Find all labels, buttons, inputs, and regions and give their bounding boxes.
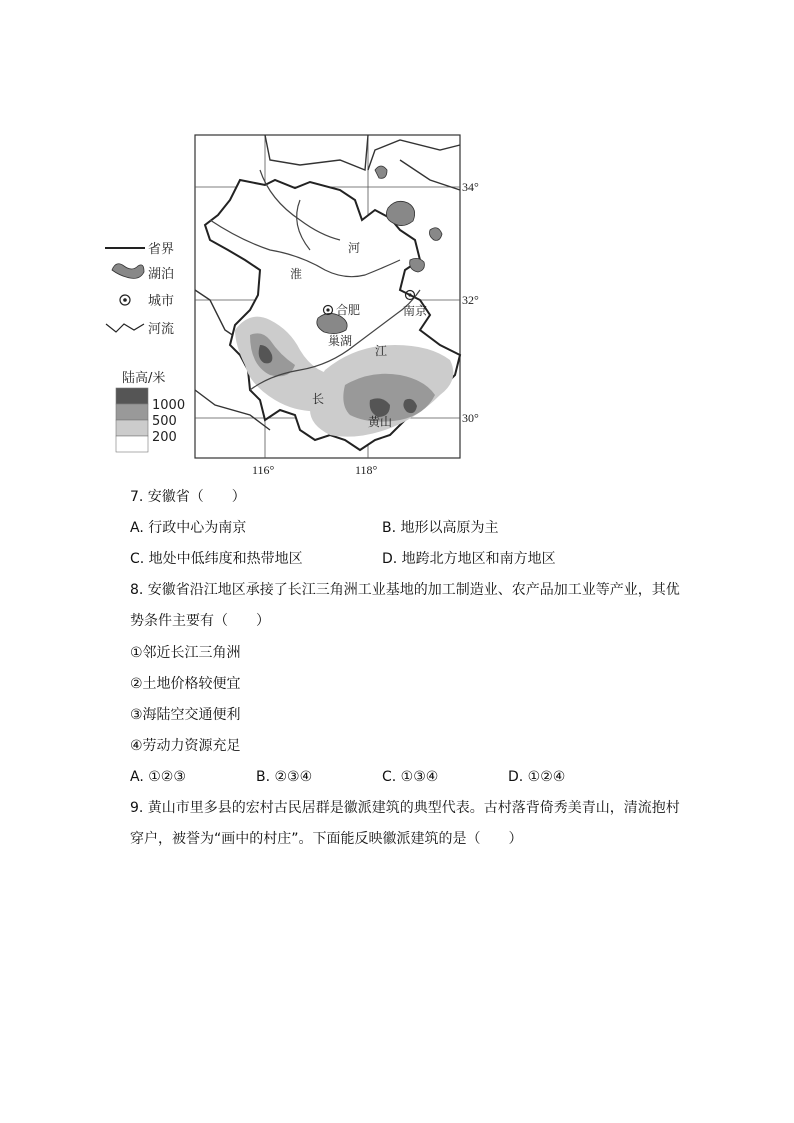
q8-item-3: ③海陆空交通便利: [130, 707, 241, 723]
q8-option-a[interactable]: A. ①②③: [130, 769, 186, 785]
legend-river-label: 河流: [148, 322, 175, 337]
q9-stem-line2: 穿户，被誉为“画中的村庄”。下面能反映徽派建筑的是（ ）: [130, 831, 523, 847]
lat-label-30: 30°: [462, 411, 479, 425]
label-hefei: 合肥: [336, 303, 361, 317]
q7-option-a[interactable]: A. 行政中心为南京: [130, 520, 247, 536]
legend-level-500: 500: [152, 414, 177, 429]
legend-lake-label: 湖泊: [148, 267, 175, 282]
label-chang: 长: [312, 392, 325, 406]
legend-level-200: 200: [152, 430, 177, 445]
lat-label-32: 32°: [462, 293, 479, 307]
lake-legend-icon: [112, 264, 144, 279]
q8-stem-line2: 势条件主要有（ ）: [130, 613, 270, 629]
label-jiang: 江: [375, 344, 388, 358]
elevation-500-swatch: [116, 404, 148, 420]
q8-item-4: ④劳动力资源充足: [130, 738, 241, 754]
legend-boundary-label: 省界: [148, 242, 175, 257]
q7-stem: 7. 安徽省（ ）: [130, 489, 246, 505]
q7-option-c[interactable]: C. 地处中低纬度和热带地区: [130, 551, 303, 567]
label-chaohu: 巢湖: [328, 334, 353, 348]
label-nanjing: 南京: [403, 304, 428, 318]
q9-stem-line1: 9. 黄山市里多县的宏村古民居群是徽派建筑的典型代表。古村落背倚秀美青山，清流抱村: [130, 800, 680, 816]
legend-elevation-title: 陆高/米: [122, 371, 166, 386]
anhui-map-figure: [100, 130, 490, 480]
lat-label-34: 34°: [462, 180, 479, 194]
q8-option-b[interactable]: B. ②③④: [256, 769, 313, 785]
legend-level-1000: 1000: [152, 398, 186, 413]
hongze-lake: [386, 201, 414, 225]
lon-label-118: 118°: [355, 463, 378, 477]
lon-label-116: 116°: [252, 463, 275, 477]
q8-stem-line1: 8. 安徽省沿江地区承接了长江三角洲工业基地的加工制造业、农产品加工业等产业，其优: [130, 582, 680, 598]
label-huai: 淮: [290, 267, 303, 281]
city-legend-icon: [120, 295, 130, 305]
q8-option-c[interactable]: C. ①③④: [382, 769, 439, 785]
map-legend: [105, 241, 185, 452]
label-huangshan: 黄山: [368, 415, 393, 429]
q7-option-b[interactable]: B. 地形以高原为主: [382, 520, 499, 536]
q7-option-d[interactable]: D. 地跨北方地区和南方地区: [382, 551, 556, 567]
q8-item-2: ②土地价格较便宜: [130, 676, 241, 692]
q8-item-1: ①邻近长江三角洲: [130, 645, 241, 661]
q8-option-d[interactable]: D. ①②④: [508, 769, 566, 785]
elevation-1000-swatch: [116, 388, 148, 404]
elevation-200-swatch: [116, 420, 148, 436]
elevation-base-swatch: [116, 436, 148, 452]
legend-city-label: 城市: [148, 294, 175, 309]
river-legend-icon: [106, 324, 144, 332]
label-he: 河: [348, 241, 361, 255]
